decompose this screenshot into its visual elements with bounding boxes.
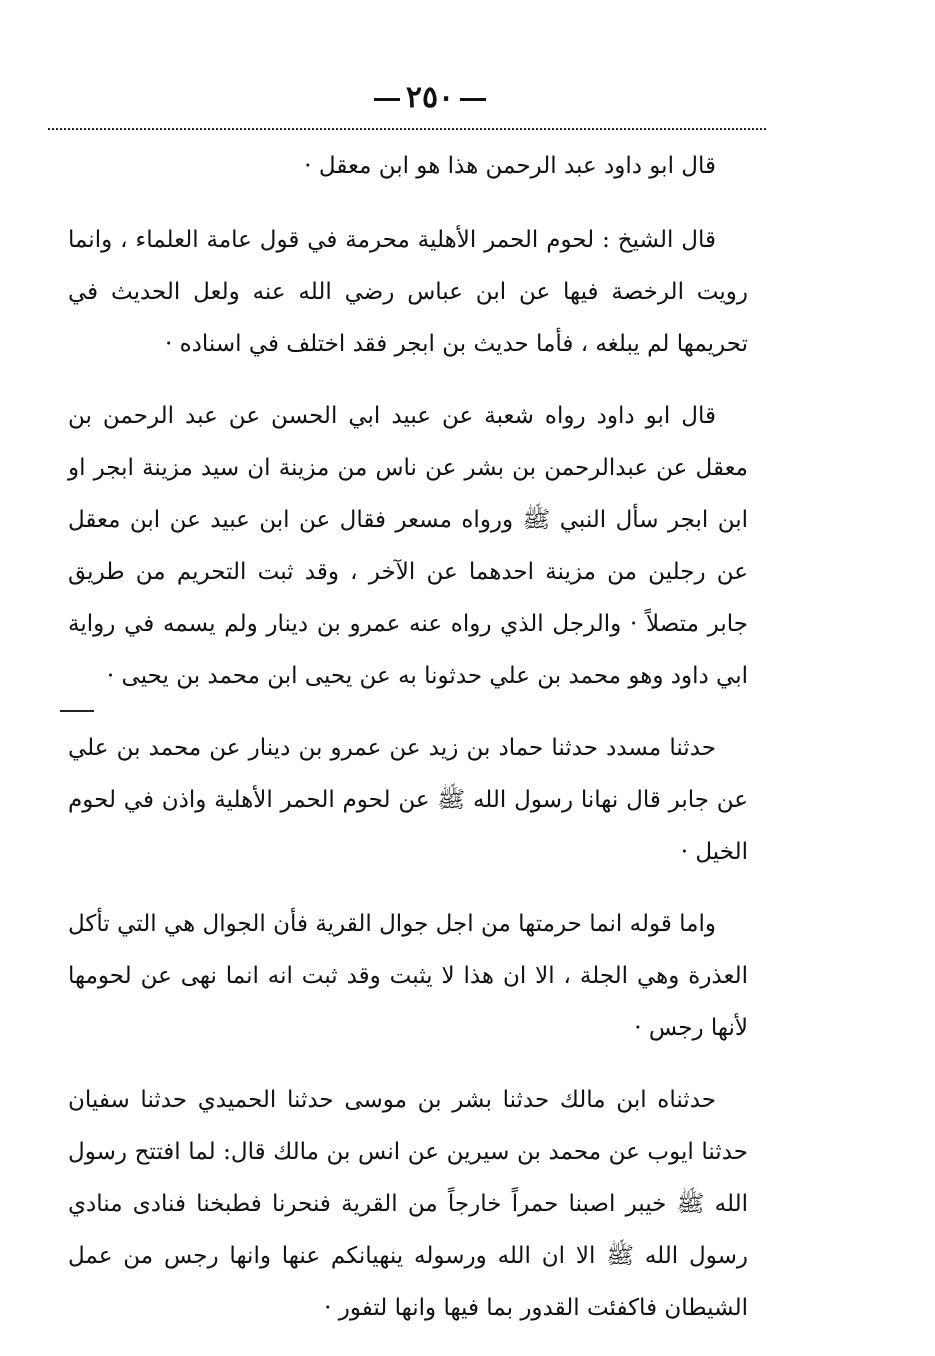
body-text	[68, 140, 748, 1354]
page-number-dash-right	[460, 98, 486, 101]
paragraph-3: قال ابو داود رواه شعبة عن عبيد ابي الحسن عن عبد الرحمن بن معقل عن عبدالرحمن بن بشر عن ناس من مزينة ان سيد مزينة ابجر او ابن ابجر سأل النبي ﷺ ورواه مسعر فقال عن ابن عبيد عن ابن معقل عن رجلين من مزينة احدهما عن الآخر ، وقد ثبت التحريم من طريق جابر متصلاً · والرجل الذي رواه عنه عمرو بن دينار ولم يسمه في رواية ابي داود وهو محمد بن علي حدثونا به عن يحيى ابن محمد بن يحيى ·	[68, 403, 748, 689]
page-number-dash-left	[374, 98, 400, 101]
paragraph-2: قال الشيخ : لحوم الحمر الأهلية محرمة في قول عامة العلماء ، وانما رويت الرخصة فيها عن ابن عباس رضي الله عنه ولعل الحديث في تحريمها لم يبلغه ، فأما حديث بن ابجر فقد اختلف في اسناده ·	[68, 227, 748, 357]
paragraph-5: واما قوله انما حرمتها من اجل جوال القرية فأن الجوال هي التي تأكل العذرة وهي الجلة ، الا ان هذا لا يثبت وقد ثبت انه انما نهى عن لحومها لأنها رجس ·	[68, 911, 748, 1041]
paragraph-1: قال ابو داود عبد الرحمن هذا هو ابن معقل ·	[304, 153, 716, 179]
header-divider	[48, 128, 766, 130]
page-number-text: ٢٥٠	[405, 80, 455, 115]
paragraph-4: حدثنا مسدد حدثنا حماد بن زيد عن عمرو بن دينار عن محمد بن علي عن جابر قال نهانا رسول الله ﷺ عن لحوم الحمر الأهلية واذن في لحوم الخيل ·	[68, 735, 748, 865]
page-number	[0, 80, 860, 115]
paragraph-6: حدثناه ابن مالك حدثنا بشر بن موسى حدثنا الحميدي حدثنا سفيان حدثنا ايوب عن محمد بن سيرين عن انس بن مالك قال: لما افتتح رسول الله ﷺ خيبر اصبنا حمراً خارجاً من القرية فنحرنا فطبخنا فنادى منادي رسول الله ﷺ الا ان الله ورسوله ينهيانكم عنها وانها رجس من عمل الشيطان فاكفئت القدور بما فيها وانها لتفور ·	[68, 1087, 748, 1321]
